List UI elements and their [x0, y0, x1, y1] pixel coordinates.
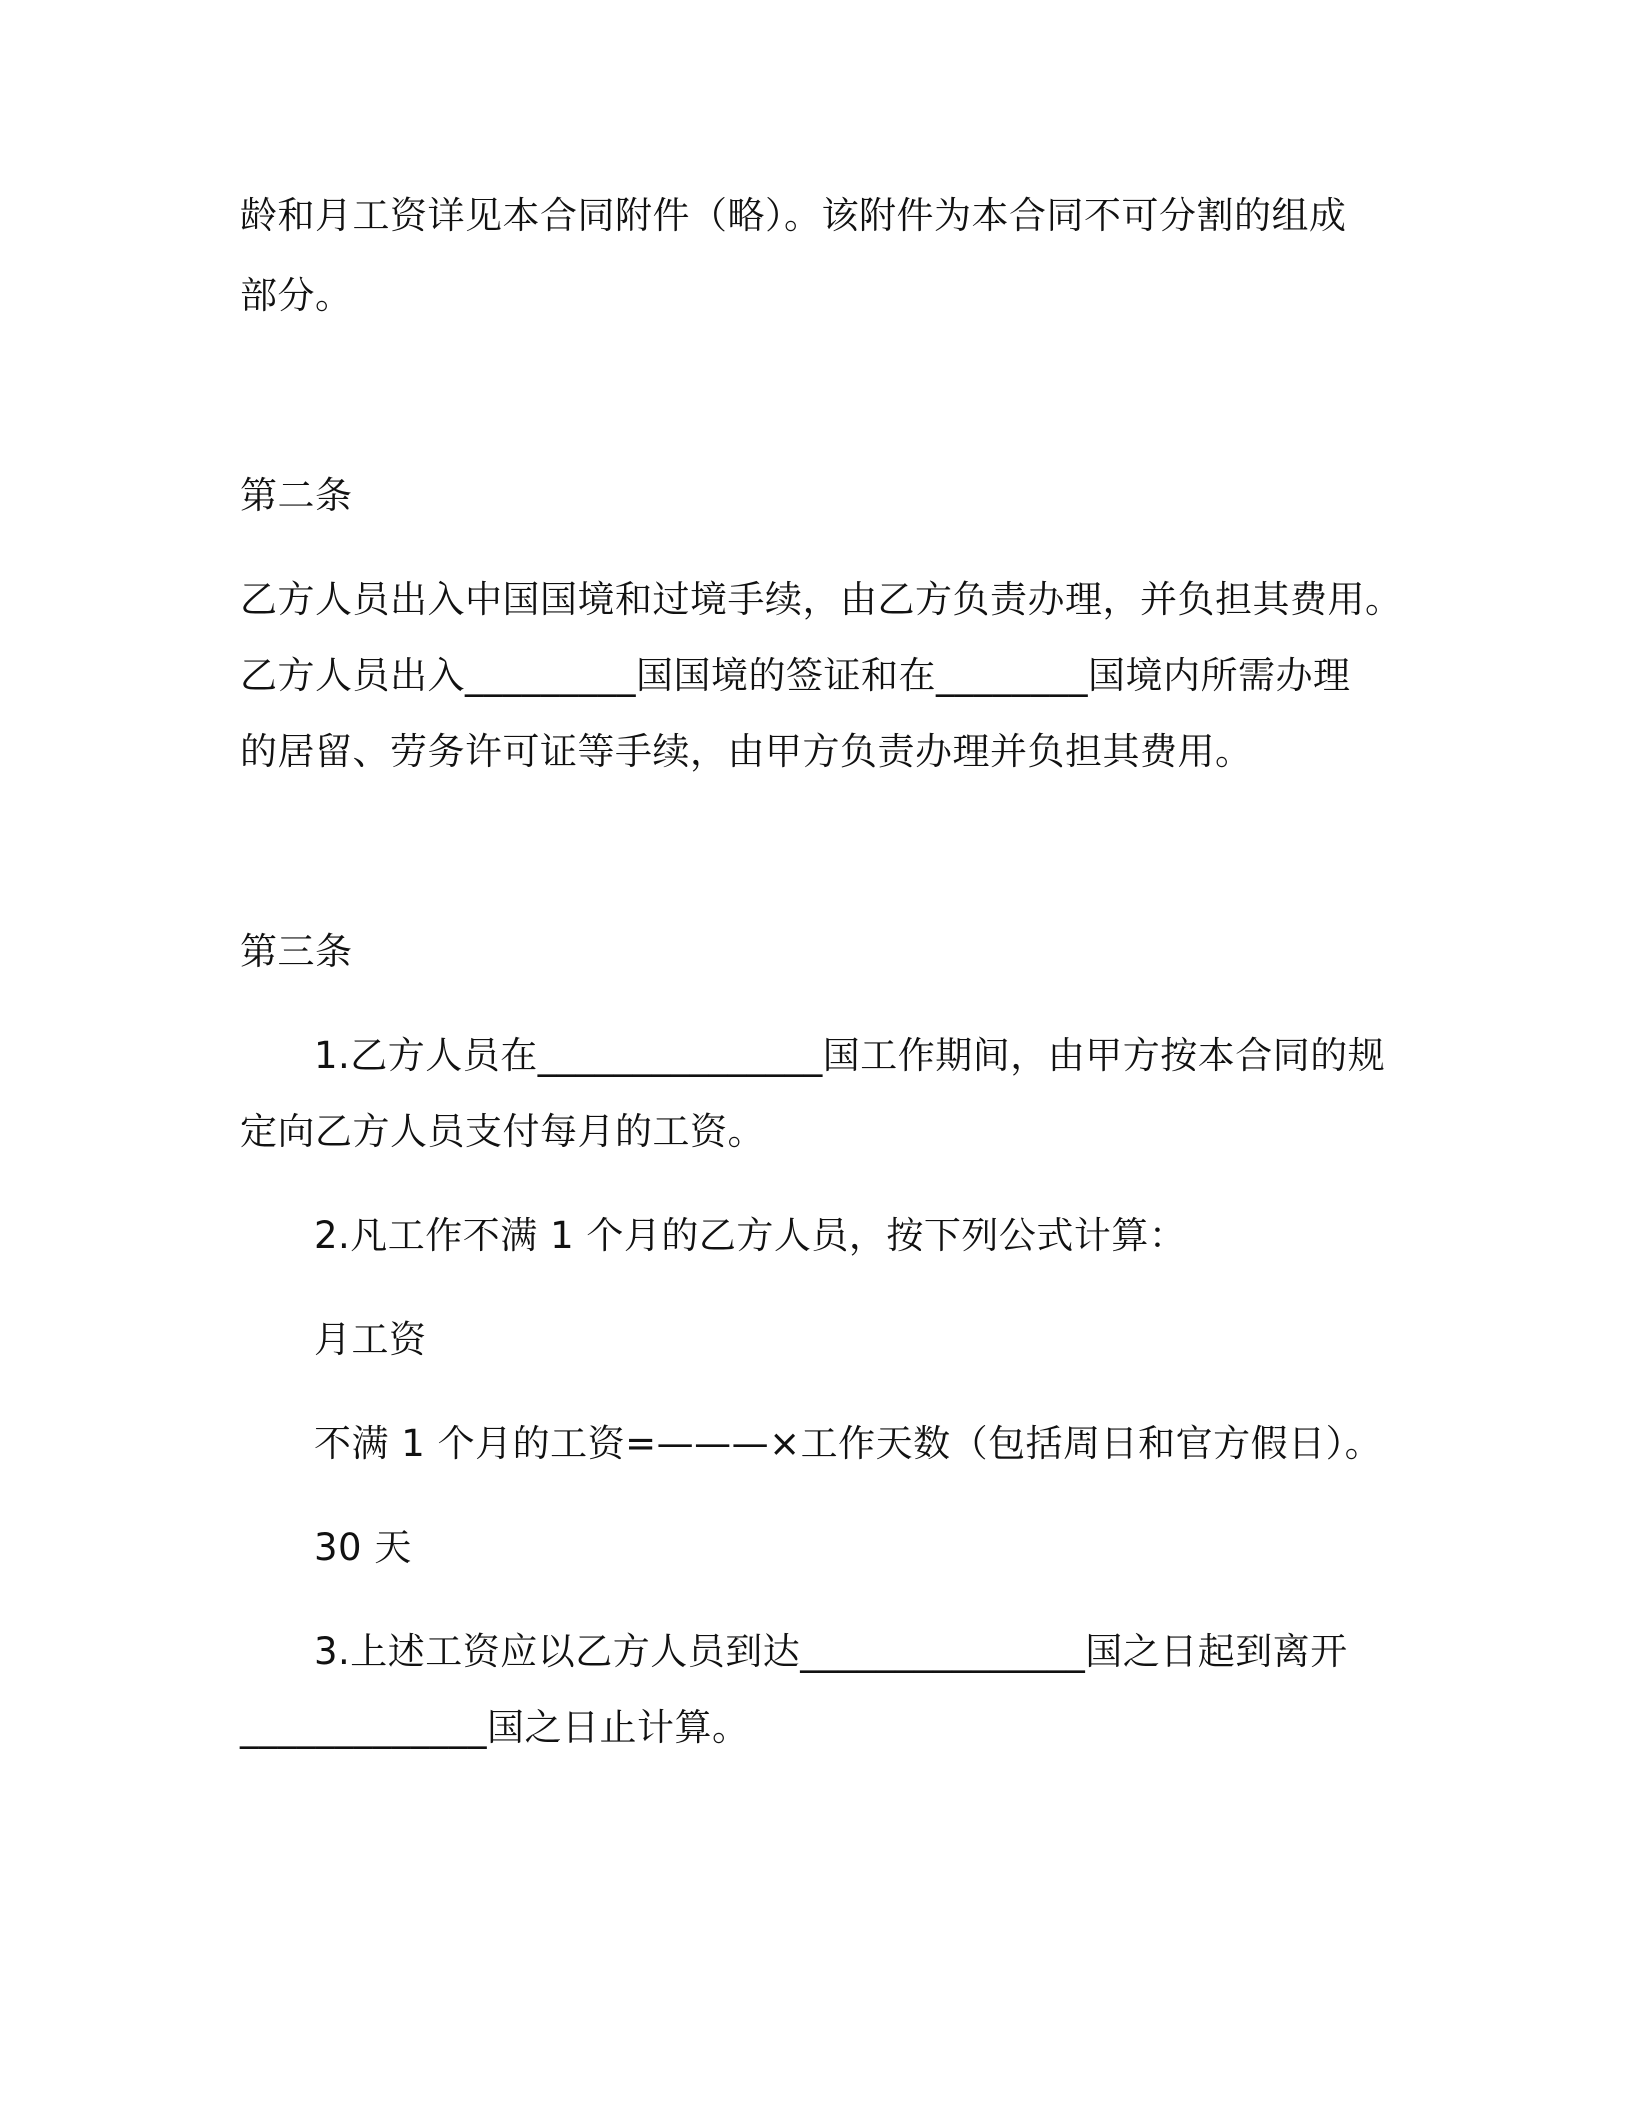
text-line: 龄和月工资详见本合同附件（略）。该附件为本合同不可分割的组成 — [240, 194, 1347, 237]
formula-line: 不满 1 个月的工资=———×工作天数（包括周日和官方假日）。 — [314, 1422, 1383, 1465]
text-line: _____________国之日止计算。 — [240, 1706, 750, 1749]
text-line: 的居留、劳务许可证等手续，由甲方负责办理并负担其费用。 — [240, 730, 1253, 773]
text-line: 乙方人员出入_________国国境的签证和在________国境内所需办理 — [240, 654, 1351, 697]
text-line: 部分。 — [240, 274, 353, 317]
article-heading: 第三条 — [240, 930, 353, 973]
formula-denominator: 30 天 — [314, 1526, 412, 1569]
text-line: 2.凡工作不满 1 个月的乙方人员，按下列公式计算： — [314, 1214, 1187, 1257]
text-line: 1.乙方人员在_______________国工作期间，由甲方按本合同的规 — [314, 1034, 1386, 1077]
text-line: 乙方人员出入中国国境和过境手续，由乙方负责办理，并负担其费用。 — [240, 578, 1403, 621]
formula-numerator: 月工资 — [314, 1318, 427, 1361]
text-line: 定向乙方人员支付每月的工资。 — [240, 1110, 765, 1153]
article-heading: 第二条 — [240, 474, 353, 517]
text-line: 3.上述工资应以乙方人员到达_______________国之日起到离开 — [314, 1630, 1348, 1673]
